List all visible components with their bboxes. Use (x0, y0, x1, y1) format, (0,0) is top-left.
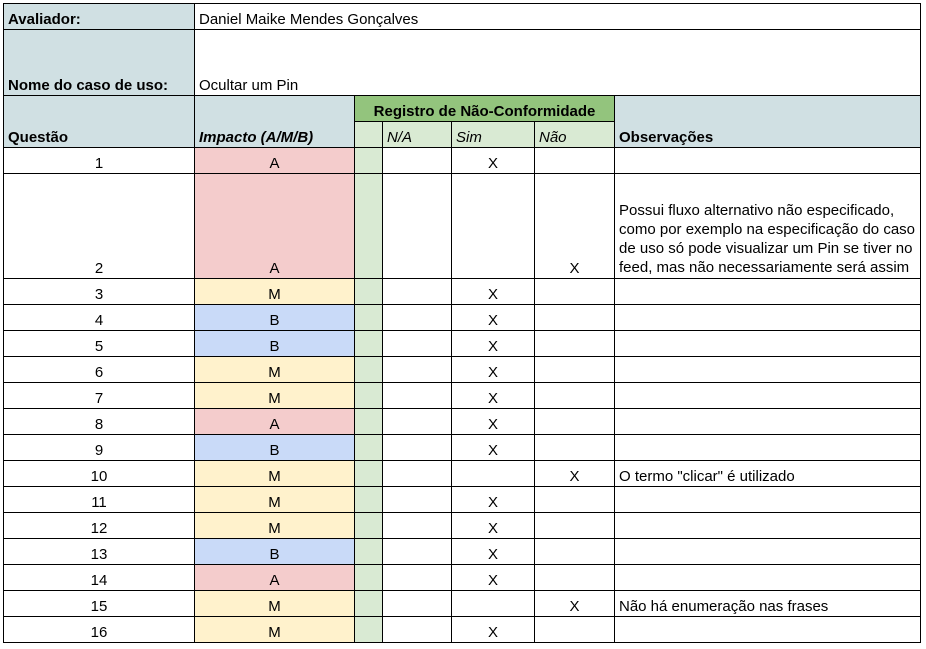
sim-cell[interactable]: X (452, 279, 535, 305)
sim-cell[interactable]: X (452, 305, 535, 331)
col-header-na[interactable]: N/A (383, 122, 452, 148)
table-row (4, 461, 921, 487)
table-row (4, 383, 921, 409)
na-cell[interactable] (383, 513, 452, 539)
table-row (4, 174, 921, 279)
question-cell[interactable]: 5 (4, 331, 195, 357)
table-row (4, 617, 921, 643)
question-cell[interactable]: 11 (4, 487, 195, 513)
nao-cell[interactable] (535, 305, 615, 331)
impact-cell[interactable]: M (195, 461, 355, 487)
observation-cell[interactable] (615, 409, 921, 435)
table-row (4, 435, 921, 461)
usecase-value[interactable]: Ocultar um Pin (195, 30, 921, 96)
na-cell[interactable] (383, 617, 452, 643)
sim-cell[interactable]: X (452, 331, 535, 357)
nao-cell[interactable] (535, 383, 615, 409)
impact-cell[interactable]: B (195, 539, 355, 565)
question-cell[interactable]: 4 (4, 305, 195, 331)
na-cell[interactable] (383, 461, 452, 487)
question-cell[interactable]: 2 (4, 174, 195, 279)
evaluator-value[interactable]: Daniel Maike Mendes Gonçalves (195, 4, 921, 30)
table-row (4, 279, 921, 305)
impact-cell[interactable]: B (195, 435, 355, 461)
observation-cell[interactable] (615, 279, 921, 305)
sim-cell[interactable]: X (452, 513, 535, 539)
sim-cell[interactable]: X (452, 357, 535, 383)
impact-cell[interactable]: B (195, 331, 355, 357)
gap-cell (355, 383, 383, 409)
question-cell[interactable]: 1 (4, 148, 195, 174)
question-cell[interactable]: 12 (4, 513, 195, 539)
nao-cell[interactable] (535, 487, 615, 513)
observation-cell[interactable]: Possui fluxo alternativo não especificado, como por exemplo na especificação do caso de uso só pode visualizar um Pin se tiver no feed, mas não necessariamente será assim (615, 174, 921, 279)
gap-cell (355, 409, 383, 435)
observation-cell[interactable] (615, 487, 921, 513)
gap-cell (355, 174, 383, 279)
nao-cell[interactable]: X (535, 591, 615, 617)
nao-cell[interactable] (535, 435, 615, 461)
gap-cell (355, 591, 383, 617)
table-row (4, 513, 921, 539)
impact-cell[interactable]: A (195, 148, 355, 174)
nao-cell[interactable] (535, 617, 615, 643)
sim-cell[interactable]: X (452, 409, 535, 435)
gap-cell (355, 122, 383, 148)
table-row (4, 591, 921, 617)
na-cell[interactable] (383, 148, 452, 174)
table-row (4, 539, 921, 565)
impact-cell[interactable]: A (195, 565, 355, 591)
sim-cell[interactable]: X (452, 383, 535, 409)
nao-cell[interactable] (535, 279, 615, 305)
col-header-impact[interactable]: Impacto (A/M/B) (195, 96, 355, 148)
table-row (4, 357, 921, 383)
sim-cell[interactable]: X (452, 565, 535, 591)
gap-cell (355, 461, 383, 487)
gap-cell (355, 148, 383, 174)
sim-cell[interactable] (452, 591, 535, 617)
nao-cell[interactable] (535, 409, 615, 435)
observation-cell[interactable] (615, 617, 921, 643)
question-cell[interactable]: 6 (4, 357, 195, 383)
impact-cell[interactable]: M (195, 513, 355, 539)
observation-cell[interactable] (615, 565, 921, 591)
observation-cell[interactable] (615, 357, 921, 383)
impact-cell[interactable]: M (195, 383, 355, 409)
question-cell[interactable]: 9 (4, 435, 195, 461)
nao-cell[interactable]: X (535, 461, 615, 487)
na-cell[interactable] (383, 383, 452, 409)
question-cell[interactable]: 16 (4, 617, 195, 643)
question-cell[interactable]: 14 (4, 565, 195, 591)
question-cell[interactable]: 13 (4, 539, 195, 565)
usecase-label[interactable]: Nome do caso de uso: (4, 30, 195, 96)
impact-cell[interactable]: A (195, 174, 355, 279)
col-header-nonconformity[interactable]: Registro de Não-Conformidade (355, 96, 615, 122)
table-row (4, 409, 921, 435)
nao-cell[interactable] (535, 539, 615, 565)
observation-cell[interactable] (615, 513, 921, 539)
na-cell[interactable] (383, 591, 452, 617)
evaluator-label[interactable]: Avaliador: (4, 4, 195, 30)
na-cell[interactable] (383, 539, 452, 565)
na-cell[interactable] (383, 331, 452, 357)
na-cell[interactable] (383, 357, 452, 383)
observation-cell[interactable]: Não há enumeração nas frases (615, 591, 921, 617)
na-cell[interactable] (383, 305, 452, 331)
gap-cell (355, 617, 383, 643)
impact-cell[interactable]: M (195, 279, 355, 305)
impact-cell[interactable]: M (195, 487, 355, 513)
sim-cell[interactable]: X (452, 148, 535, 174)
gap-cell (355, 565, 383, 591)
question-cell[interactable]: 15 (4, 591, 195, 617)
observation-cell[interactable] (615, 539, 921, 565)
observation-cell[interactable] (615, 331, 921, 357)
col-header-nao[interactable]: Não (535, 122, 615, 148)
sim-cell[interactable] (452, 461, 535, 487)
sim-cell[interactable] (452, 174, 535, 279)
table-row (4, 487, 921, 513)
na-cell[interactable] (383, 174, 452, 279)
na-cell[interactable] (383, 409, 452, 435)
na-cell[interactable] (383, 565, 452, 591)
observation-cell[interactable] (615, 435, 921, 461)
sim-cell[interactable]: X (452, 435, 535, 461)
observation-cell[interactable]: O termo "clicar" é utilizado (615, 461, 921, 487)
observation-cell[interactable] (615, 148, 921, 174)
table-row (4, 148, 921, 174)
observation-cell[interactable] (615, 305, 921, 331)
question-cell[interactable]: 8 (4, 409, 195, 435)
question-cell[interactable]: 3 (4, 279, 195, 305)
gap-cell (355, 357, 383, 383)
gap-cell (355, 487, 383, 513)
na-cell[interactable] (383, 279, 452, 305)
impact-cell[interactable]: B (195, 305, 355, 331)
nao-cell[interactable] (535, 357, 615, 383)
col-header-observations[interactable]: Observações (615, 96, 921, 148)
sim-cell[interactable]: X (452, 617, 535, 643)
sim-cell[interactable]: X (452, 487, 535, 513)
question-cell[interactable]: 10 (4, 461, 195, 487)
table-row (4, 305, 921, 331)
nao-cell[interactable]: X (535, 174, 615, 279)
observation-cell[interactable] (615, 383, 921, 409)
nao-cell[interactable] (535, 148, 615, 174)
gap-cell (355, 513, 383, 539)
col-header-sim[interactable]: Sim (452, 122, 535, 148)
question-cell[interactable]: 7 (4, 383, 195, 409)
na-cell[interactable] (383, 487, 452, 513)
table-row (4, 565, 921, 591)
impact-cell[interactable]: M (195, 357, 355, 383)
gap-cell (355, 539, 383, 565)
col-header-question[interactable]: Questão (4, 96, 195, 148)
nao-cell[interactable] (535, 565, 615, 591)
table-row (4, 331, 921, 357)
na-cell[interactable] (383, 435, 452, 461)
nao-cell[interactable] (535, 513, 615, 539)
impact-cell[interactable]: M (195, 591, 355, 617)
spreadsheet-table (3, 3, 921, 643)
impact-cell[interactable]: M (195, 617, 355, 643)
gap-cell (355, 435, 383, 461)
sim-cell[interactable]: X (452, 539, 535, 565)
nao-cell[interactable] (535, 331, 615, 357)
gap-cell (355, 279, 383, 305)
gap-cell (355, 331, 383, 357)
impact-cell[interactable]: A (195, 409, 355, 435)
gap-cell (355, 305, 383, 331)
